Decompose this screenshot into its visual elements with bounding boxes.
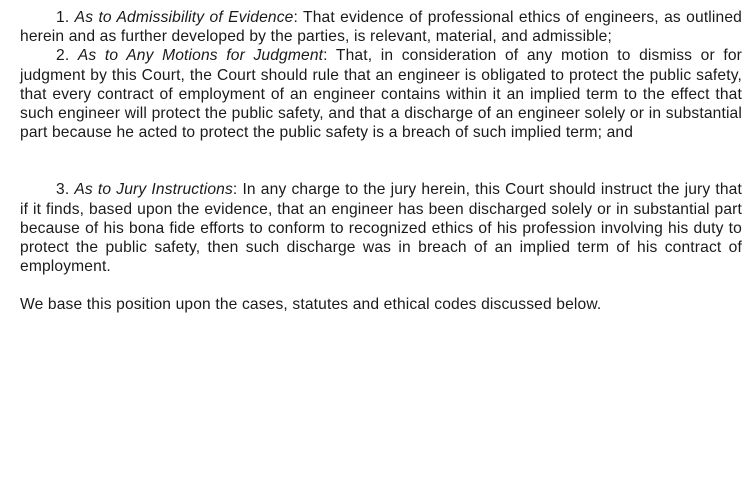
paragraph-admissibility <box>20 8 742 46</box>
paragraph-body: : In any charge to the jury herein, this Court should instruct the jury that if it finds, based upon the evidence, that an engineer has been discharged solely or in substantial part because of his bona fide efforts to conform to recognized ethics of his profession involving his duty to protect the public safety, then such discharge was in breach of an implied term of his contract of employment. <box>20 181 742 276</box>
closing-paragraph: We base this position upon the cases, statutes and ethical codes discussed below. <box>20 296 602 314</box>
document-page <box>20 8 742 315</box>
paragraph-number: 2. <box>56 47 70 65</box>
paragraph-heading: As to Admissibility of Evidence <box>74 9 294 26</box>
paragraph-motions-for-judgment <box>20 46 742 142</box>
paragraph-number: 3. <box>56 181 70 199</box>
paragraph-number: 1. <box>56 9 70 26</box>
paragraph-heading: As to Any Motions for Judgment <box>77 47 324 65</box>
paragraph-heading: As to Jury Instructions <box>74 181 233 199</box>
paragraph-body: : That, in consideration of any motion to dismiss or for judgment by this Court, the Court should rule that an engineer is obligated to protect the public safety, that every contract of employment of an engineer contains within it an implied term to the effect that such engineer will protect the public safety, and that a discharge of an engineer solely or in substantial part because he acted to protect the public safety is a breach of such implied term; and <box>20 47 743 142</box>
paragraph-jury-instructions <box>20 180 742 276</box>
paragraph-body: : That evidence of professional ethics of engineers, as outlined herein and as further developed by the parties, is relevant, material, and admissible; <box>20 9 743 46</box>
